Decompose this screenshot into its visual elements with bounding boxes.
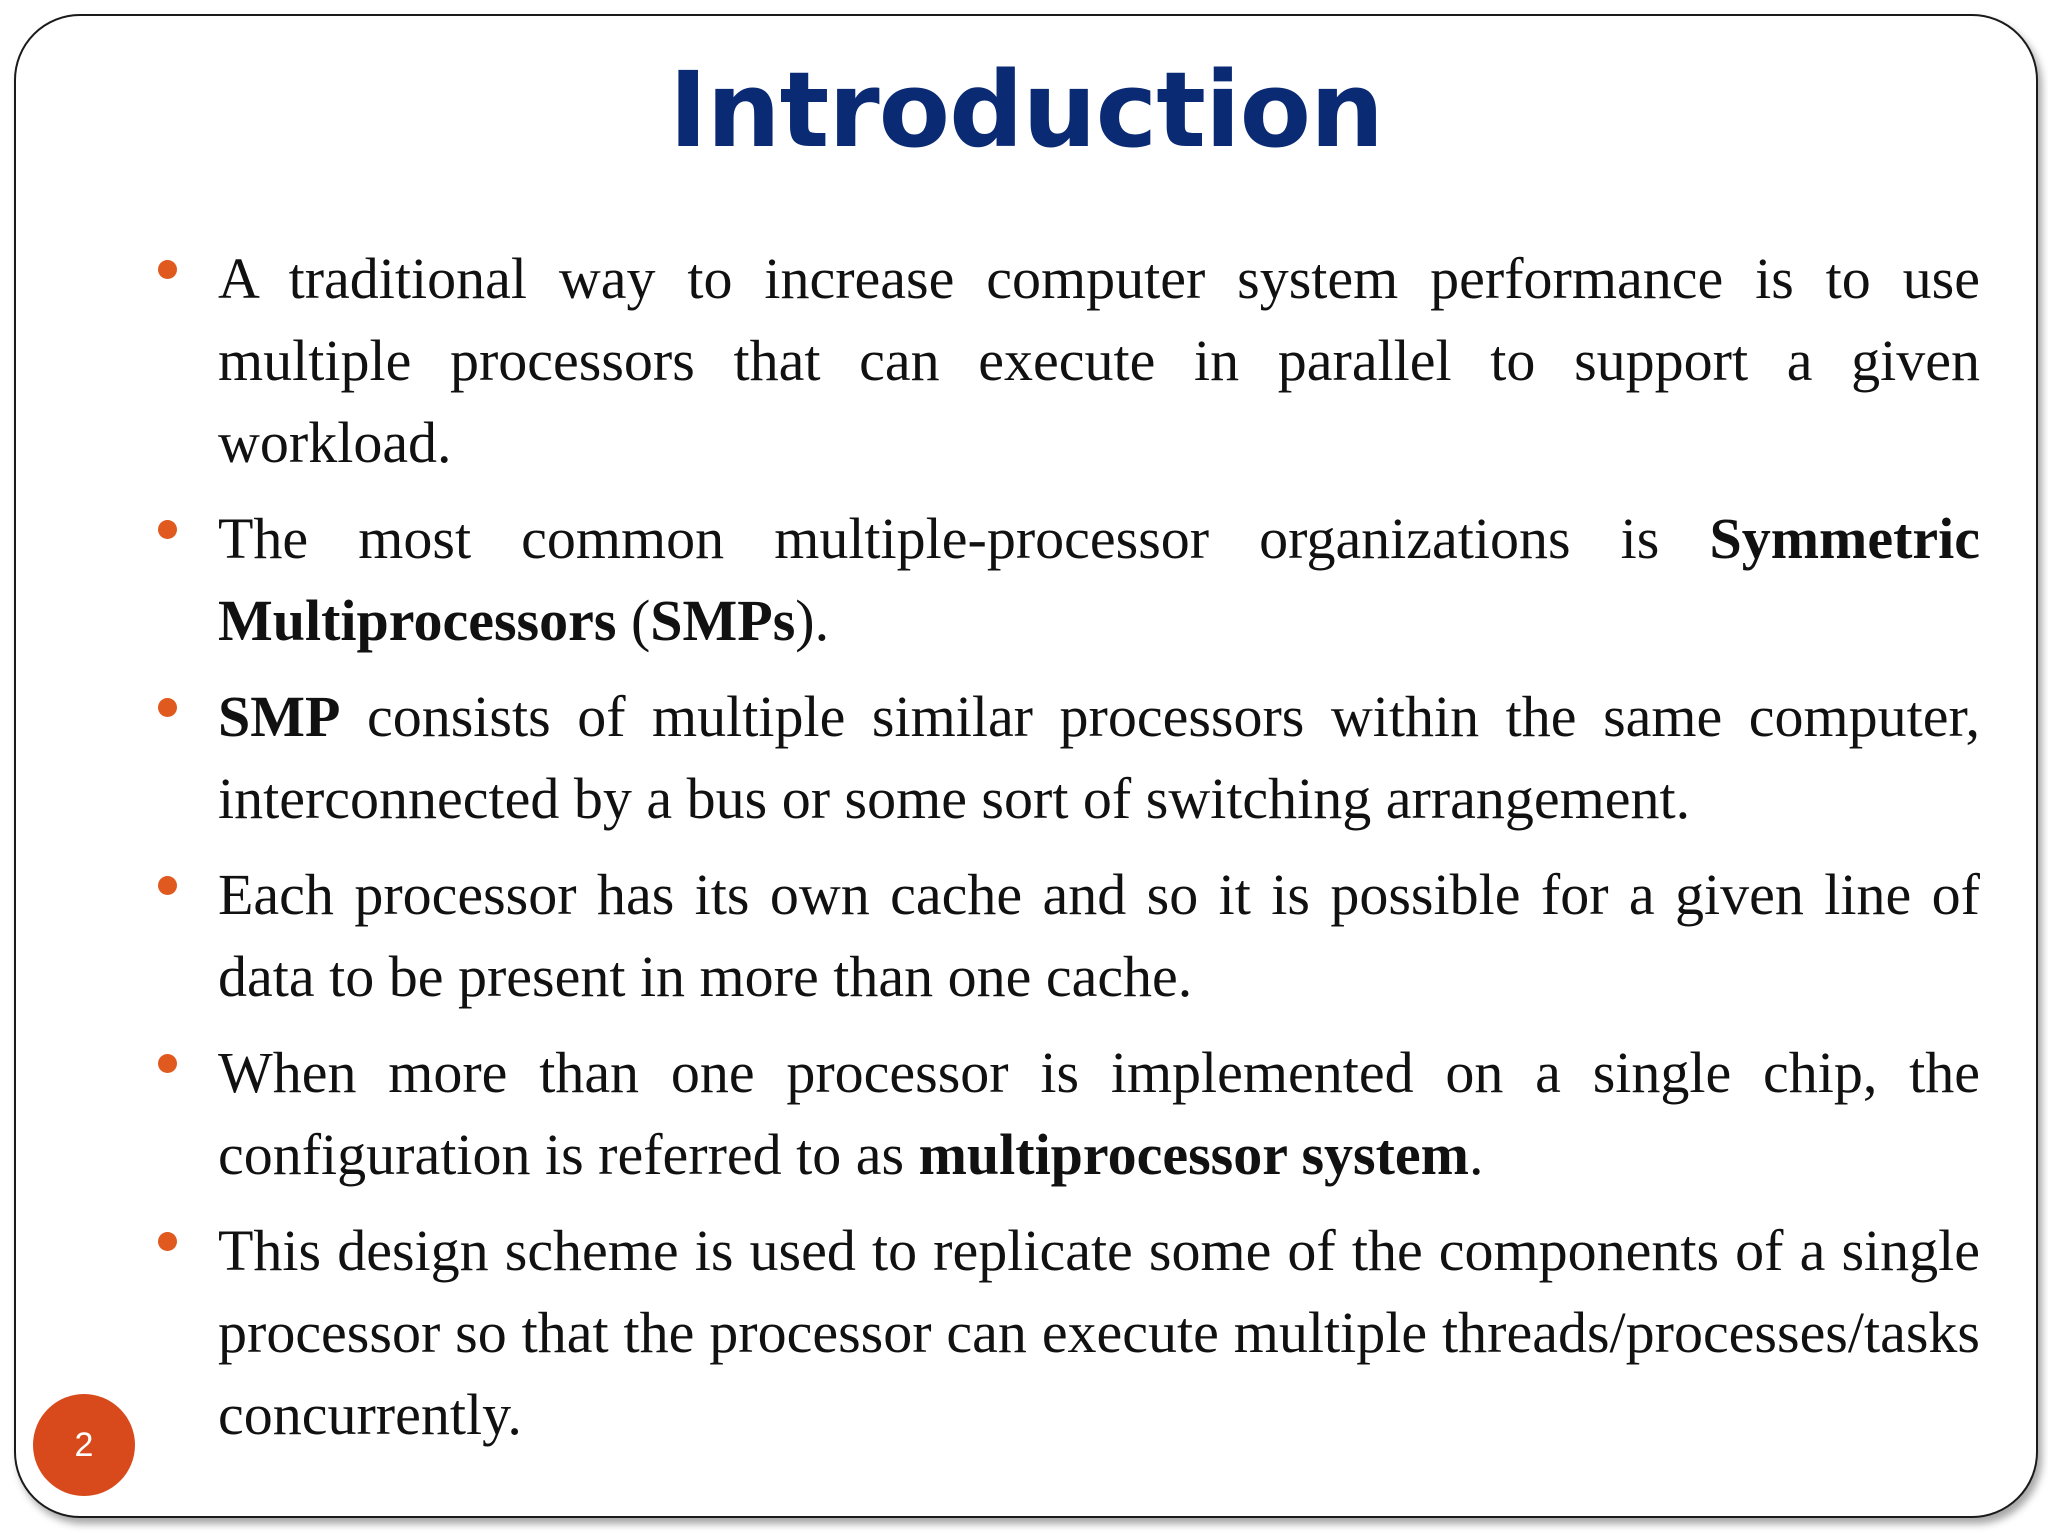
bullet-dot-icon — [158, 876, 177, 895]
bullet-dot-icon — [158, 698, 177, 717]
bullet-text: ( — [616, 588, 651, 653]
slide-title: Introduction — [668, 49, 1384, 171]
bullet-text: Each processor has its own cache and so it is possible for a given line of data to be present in more than one cache. — [218, 862, 1980, 1009]
bullet-bold-term: multiprocessor system — [918, 1122, 1469, 1187]
bullet-text: ). — [795, 588, 830, 653]
bullet-bold-term: Symmetric Multiprocessors — [218, 506, 1980, 653]
bullet-text: A traditional way to increase computer system performance is to use multiple processors that can execute in parallel to support a given workload. — [218, 246, 1980, 475]
bullet-text: The most common multiple-processor organizations is — [218, 506, 1710, 571]
bullet-item — [218, 1210, 1980, 1456]
bullet-bold-term: SMP — [218, 684, 341, 749]
bullet-item — [218, 238, 1980, 484]
page-number-badge: 2 — [33, 1394, 135, 1496]
bullet-item — [218, 676, 1980, 840]
bullet-dot-icon — [158, 1054, 177, 1073]
bullet-item — [218, 498, 1980, 662]
bullet-dot-icon — [158, 260, 177, 279]
bullet-text: When more than one processor is implemented on a single chip, the configuration is referred to as — [218, 1040, 1980, 1187]
bullet-item — [218, 854, 1980, 1018]
bullet-text: . — [1468, 1122, 1484, 1187]
bullet-list — [218, 238, 1980, 1470]
bullet-item — [218, 1032, 1980, 1196]
bullet-bold-term: SMPs — [650, 588, 796, 653]
bullet-dot-icon — [158, 1232, 177, 1251]
bullet-dot-icon — [158, 520, 177, 539]
bullet-text: This design scheme is used to replicate some of the components of a single processor so that the processor can execute multiple threads/processes/tasks concurrently. — [218, 1218, 1980, 1447]
bullet-text: consists of multiple similar processors within the same computer, interconnected by a bus or some sort of switching arrangement. — [218, 684, 1980, 831]
